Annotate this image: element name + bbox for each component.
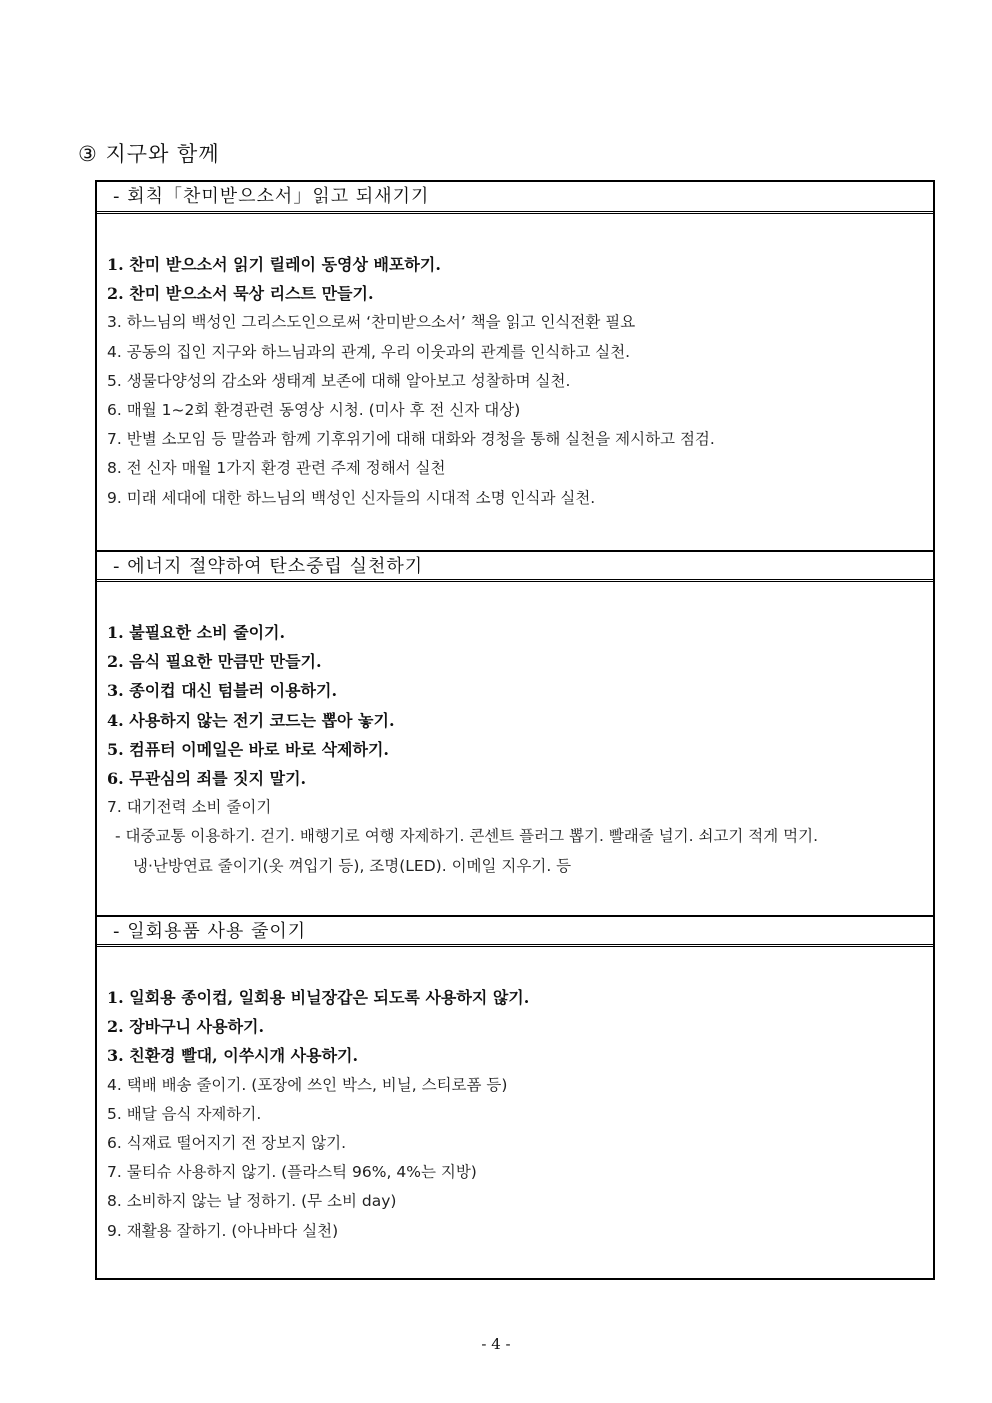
list-item: 2. 장바구니 사용하기. <box>107 1017 265 1037</box>
section-body <box>97 947 933 1280</box>
page-number: - 4 - <box>481 1335 511 1353</box>
section-encyclical <box>97 182 933 550</box>
list-item: 6. 무관심의 죄를 짓지 말기. <box>107 768 307 788</box>
section-body <box>97 214 933 550</box>
list-item: 9. 미래 세대에 대한 하느님의 백성인 신자들의 시대적 소명 인식과 실천. <box>107 488 596 507</box>
list-item: 7. 대기전력 소비 줄이기 <box>107 798 272 817</box>
list-item: 6. 매월 1~2회 환경관련 동영상 시청. (미사 후 전 신자 대상) <box>107 400 521 419</box>
list-item: 5. 컴퓨터 이메일은 바로 바로 삭제하기. <box>107 739 389 759</box>
list-item: 5. 배달 음식 자제하기. <box>107 1104 262 1123</box>
section-body <box>97 582 933 915</box>
list-item: 1. 불필요한 소비 줄이기. <box>107 623 286 642</box>
detail-line: - 대중교통 이용하기. 걷기. 배행기로 여행 자제하기. 콘센트 플러그 뽑기. 빨래줄 널기. 쇠고기 적게 먹기. <box>115 827 819 846</box>
list-item: 3. 하느님의 백성인 그리스도인으로써 ‘찬미받으소서’ 책을 읽고 인식전환 필요 <box>107 313 636 332</box>
list-item: 8. 전 신자 매월 1가지 환경 관련 주제 정해서 실천 <box>107 459 446 478</box>
section-heading: - 회칙「찬미받으소서」읽고 되새기기 <box>97 182 933 214</box>
list-item: 3. 친환경 빨대, 이쑤시개 사용하기. <box>107 1046 359 1066</box>
list-item: 4. 택배 배송 줄이기. (포장에 쓰인 박스, 비닐, 스티로폼 등) <box>107 1075 508 1094</box>
detail-text <box>107 822 933 880</box>
list-item: 6. 식재료 떨어지기 전 장보지 않기. <box>107 1133 347 1152</box>
page-title: ③ 지구와 함께 <box>78 142 220 166</box>
list-item: 4. 공동의 집인 지구와 하느님과의 관계, 우리 이웃과의 관계를 인식하고 실천. <box>107 342 631 361</box>
section-energy <box>97 550 933 915</box>
list-item: 7. 물티슈 사용하지 않기. (플라스틱 96%, 4%는 지방) <box>107 1163 477 1182</box>
list-item: 1. 일회용 종이컵, 일회용 비닐장갑은 되도록 사용하지 않기. <box>107 988 530 1007</box>
list-item: 5. 생물다양성의 감소와 생태계 보존에 대해 알아보고 성찰하며 실천. <box>107 371 571 390</box>
detail-line: 냉·난방연료 줄이기(옷 껴입기 등), 조명(LED). 이메일 지우기. 등 <box>133 856 572 875</box>
list-item: 2. 찬미 받으소서 묵상 리스트 만들기. <box>107 284 374 304</box>
list-item: 7. 반별 소모임 등 말씀과 함께 기후위기에 대해 대화와 경청을 통해 실천을 제시하고 점검. <box>107 430 715 449</box>
list-item: 4. 사용하지 않는 전기 코드는 뽑아 놓기. <box>107 710 395 730</box>
list-item: 8. 소비하지 않는 날 정하기. (무 소비 day) <box>107 1192 397 1211</box>
list-item: 2. 음식 필요한 만큼만 만들기. <box>107 652 322 672</box>
content-box <box>95 180 935 1280</box>
list-item: 9. 재활용 잘하기. (아나바다 실천) <box>107 1221 339 1240</box>
list-item: 3. 종이컵 대신 텀블러 이용하기. <box>107 681 338 701</box>
list-item: 1. 찬미 받으소서 읽기 릴레이 동영상 배포하기. <box>107 255 441 274</box>
section-disposables <box>97 915 933 1280</box>
section-heading: - 일회용품 사용 줄이기 <box>97 915 933 947</box>
section-heading: - 에너지 절약하여 탄소중립 실천하기 <box>97 550 933 582</box>
